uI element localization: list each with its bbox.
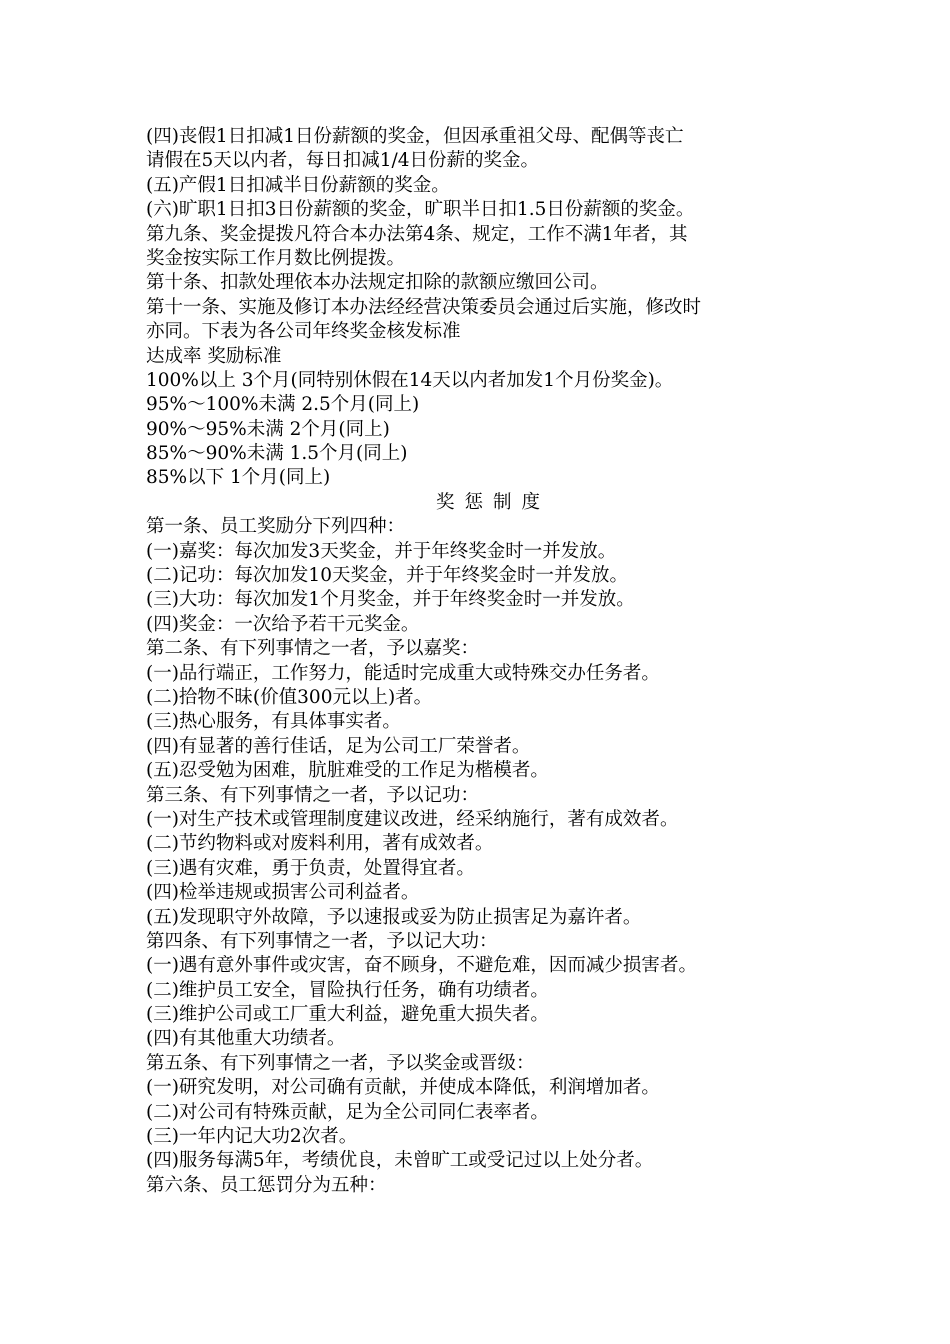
text-line: 第四条、有下列事情之一者，予以记大功：	[146, 930, 498, 952]
text-line: 第五条、有下列事情之一者，予以奖金或晋级：	[146, 1052, 535, 1074]
text-line: 第一条、员工奖励分下列四种：	[146, 516, 406, 538]
text-line: (四)检举违规或损害公司利益者。	[146, 882, 420, 904]
text-line: 亦同。下表为各公司年终奖金核发标准	[146, 321, 461, 343]
table-row-line: 95%～100%未满 2.5个月(同上)	[146, 394, 420, 416]
text-line: (四)丧假1日扣减1日份薪额的奖金，但因承重祖父母、配偶等丧亡	[146, 126, 684, 147]
text-line: 第十条、扣款处理依本办法规定扣除的款额应缴回公司。	[146, 272, 609, 294]
table-row-line: 85%～90%未满 1.5个月(同上)	[146, 443, 408, 465]
text-line: (五)产假1日扣减半日份薪额的奖金。	[146, 174, 450, 196]
table-row-line: 90%～95%未满 2个月(同上)	[146, 418, 390, 440]
text-line: (三)维护公司或工厂重大利益，避免重大损失者。	[146, 1004, 549, 1026]
text-line: (六)旷职1日扣3日份薪额的奖金，旷职半日扣1.5日份薪额的奖金。	[146, 199, 695, 221]
text-line: (一)遇有意外事件或灾害，奋不顾身，不避危难，因而减少损害者。	[146, 955, 697, 977]
text-line: (四)有其他重大功绩者。	[146, 1028, 346, 1050]
text-line: (一)对生产技术或管理制度建议改进，经采纳施行，著有成效者。	[146, 808, 679, 830]
text-line: (一)嘉奖：每次加发3天奖金，并于年终奖金时一并发放。	[146, 540, 617, 562]
text-line: 第三条、有下列事情之一者，予以记功：	[146, 784, 480, 806]
text-line: 第六条、员工惩罚分为五种：	[146, 1174, 387, 1196]
text-line: 奖金按实际工作月数比例提拨。	[146, 247, 406, 269]
text-line: 第九条、奖金提拨凡符合本办法第4条、规定，工作不满1年者，其	[146, 223, 688, 245]
table-row-line: 85%以下 1个月(同上)	[146, 467, 331, 489]
text-line: (二)维护员工安全，冒险执行任务，确有功绩者。	[146, 979, 549, 1001]
text-line: (二)对公司有特殊贡献，足为全公司同仁表率者。	[146, 1101, 549, 1123]
text-line: (一)品行端正，工作努力，能适时完成重大或特殊交办任务者。	[146, 662, 660, 684]
section-bonus-rules	[146, 125, 820, 491]
text-line: (五)发现职守外故障，予以速报或妥为防止损害足为嘉许者。	[146, 906, 642, 928]
section-title: 奖惩制度	[435, 491, 550, 513]
text-line: (四)有显著的善行佳话，足为公司工厂荣誉者。	[146, 735, 531, 757]
text-line: (三)大功：每次加发1个月奖金，并于年终奖金时一并发放。	[146, 589, 635, 611]
text-line: (二)节约物料或对废料利用，著有成效者。	[146, 833, 494, 855]
text-line: 第二条、有下列事情之一者，予以嘉奖：	[146, 638, 480, 660]
table-header-line: 达成率 奖励标准	[146, 345, 282, 367]
text-line: (三)一年内记大功2次者。	[146, 1126, 358, 1148]
text-line: (三)热心服务，有具体事实者。	[146, 711, 401, 733]
text-line: (四)奖金：一次给予若干元奖金。	[146, 613, 420, 635]
text-line: (二)拾物不昧(价值300元以上)者。	[146, 686, 433, 708]
text-line: (四)服务每满5年，考绩优良，未曾旷工或受记过以上处分者。	[146, 1150, 654, 1172]
table-row-line: 100%以上 3个月(同特别休假在14天以内者加发1个月份奖金)。	[146, 369, 674, 391]
text-line: 第十一条、实施及修订本办法经经营决策委员会通过后实施，修改时	[146, 296, 702, 318]
text-line: (三)遇有灾难，勇于负责，处置得宜者。	[146, 857, 475, 879]
text-line: (五)忍受勉为困难，肮脏难受的工作足为楷模者。	[146, 760, 549, 782]
section-reward-punishment	[146, 515, 820, 1198]
text-line: (一)研究发明，对公司确有贡献，并使成本降低，利润增加者。	[146, 1077, 660, 1099]
text-line: 请假在5天以内者，每日扣减1/4日份薪的奖金。	[146, 150, 540, 172]
text-line: (二)记功：每次加发10天奖金，并于年终奖金时一并发放。	[146, 565, 628, 587]
